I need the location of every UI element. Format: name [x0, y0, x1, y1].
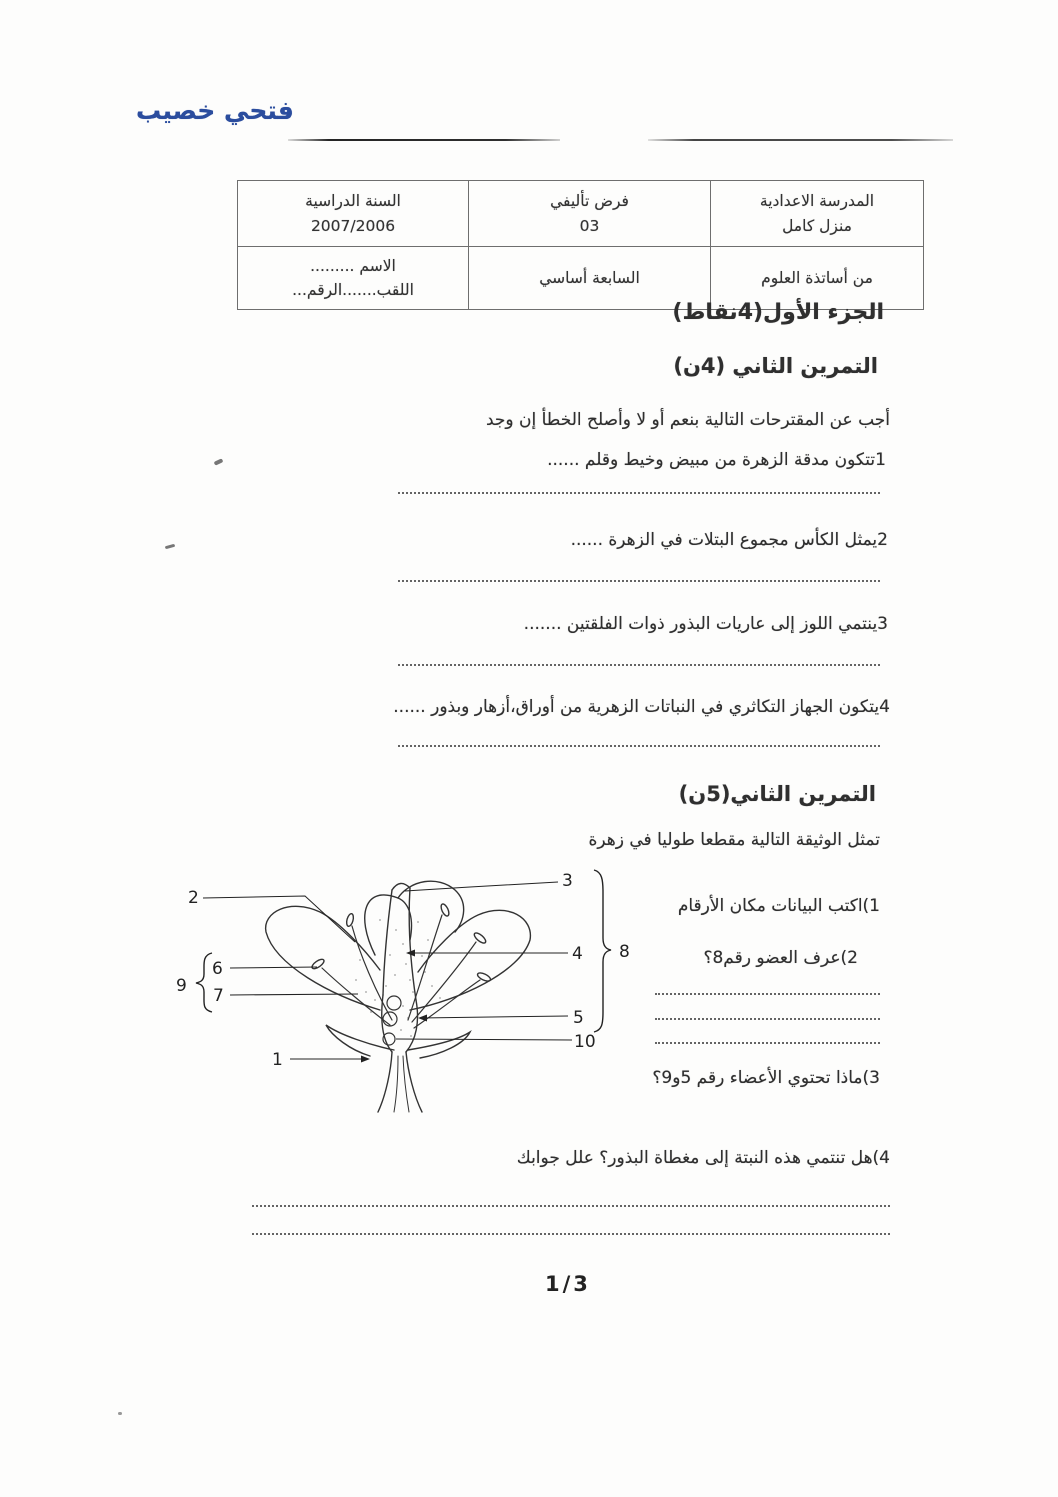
exercise1-item-1: 1تتكون مدقة الزهرة من مبيض وخيط وقلم ......	[547, 450, 886, 470]
answer-line	[655, 993, 880, 995]
brace-group-8	[594, 870, 611, 1032]
cell-school	[711, 181, 924, 247]
flower-longitudinal-section-diagram	[170, 860, 640, 1120]
header-table	[237, 180, 924, 310]
stamen-filament	[414, 980, 480, 1028]
leader-line-3	[405, 882, 558, 891]
exercise2-question-4: 4)هل تنتمي هذه النبتة إلى مغطاة البذور؟ علل جوابك	[516, 1148, 890, 1168]
exercise1-title: التمرين الثاني (4ن)	[673, 354, 878, 378]
class-level-label: السابعة أساسي	[539, 268, 640, 287]
ovule	[387, 996, 401, 1010]
sepal-right-outline	[408, 1032, 470, 1058]
cell-exam-type	[469, 181, 711, 247]
stem-outline	[378, 1052, 392, 1112]
exercise1-item-2: 2يمثل الكأس مجموع البتلات في الزهرة ......	[570, 530, 888, 550]
stem-outline	[406, 1052, 422, 1112]
answer-line	[655, 1018, 880, 1020]
label-4: 4	[572, 944, 583, 964]
exercise1-intro: أجب عن المقترحات التالية بنعم أو لا وأصلح الخطأ إن وجد	[485, 410, 890, 430]
answer-line	[398, 492, 880, 494]
exercise2-title: التمرين الثاني(5ن)	[678, 782, 876, 806]
leader-lines	[203, 882, 572, 1059]
answer-line	[398, 580, 880, 582]
style-outline	[409, 888, 416, 1000]
anther	[345, 913, 354, 927]
student-name-line: الاسم .........	[310, 256, 396, 275]
label-2: 2	[188, 888, 199, 908]
exam-type-line1: فرض تأليفي	[550, 192, 629, 211]
answer-line	[252, 1233, 890, 1235]
school-name-line1: المدرسة الاعدادية	[759, 192, 875, 211]
stamen-filament	[412, 942, 476, 1022]
teachers-label: من أساتذة العلوم	[761, 268, 873, 287]
scan-artifact	[165, 544, 175, 549]
style-outline	[383, 890, 392, 995]
stem-inner-line	[394, 1056, 398, 1112]
school-name-line2: منزل كامل	[782, 216, 852, 235]
table-row	[238, 181, 924, 247]
school-year-line2: 2007/2006	[310, 216, 396, 235]
label-1: 1	[272, 1050, 283, 1070]
scan-artifact	[118, 1412, 122, 1415]
label-3: 3	[562, 871, 573, 891]
exercise2-question-1: 1)اكتب البيانات مكان الأرقام	[677, 896, 880, 916]
exercise1-item-4: 4يتكون الجهاز التكاثري في النباتات الزهرية من أوراق،أزهار وبذور ......	[393, 697, 890, 717]
cell-school-year	[238, 181, 469, 247]
exercise2-intro: تمثل الوثيقة التالية مقطعا طوليا في زهرة	[588, 830, 880, 850]
anther	[440, 903, 451, 917]
student-lastname-line: اللقب.......الرقم...	[292, 281, 414, 299]
label-7: 7	[213, 986, 224, 1006]
answer-line	[252, 1205, 890, 1207]
stamen-filament	[408, 915, 442, 1020]
arrowhead-5	[418, 1015, 427, 1022]
ovule	[383, 1012, 397, 1026]
label-6: 6	[212, 959, 223, 979]
page-number: 1/3	[545, 1272, 591, 1296]
exercise1-item-3: 3ينتمي اللوز إلى عاريات البذور ذوات الفلقتين .......	[523, 614, 888, 634]
school-year-line1: السنة الدراسية	[305, 192, 401, 211]
label-5: 5	[573, 1008, 584, 1028]
leader-line-5	[420, 1016, 568, 1018]
exercise2-question-3: 3)ماذا تحتوي الأعضاء رقم 5و9؟	[652, 1068, 880, 1088]
label-10: 10	[574, 1032, 596, 1052]
scan-rule-left	[288, 139, 560, 141]
scan-artifact	[214, 458, 224, 465]
braces	[196, 870, 611, 1032]
exam-type-line2: 03	[579, 216, 600, 235]
cell-student-name	[238, 247, 469, 310]
leader-line-10	[396, 1039, 572, 1040]
arrowhead-1	[361, 1056, 370, 1063]
label-9: 9	[176, 976, 187, 996]
author-logo: فتحي خصيب	[136, 96, 294, 125]
brace-group-9	[196, 953, 212, 1012]
leader-line-6	[230, 967, 317, 968]
exercise2-question-2: 2)عرف العضو رقم8؟	[703, 948, 858, 968]
answer-line	[398, 664, 880, 666]
label-8: 8	[619, 942, 630, 962]
answer-line	[398, 745, 880, 747]
scan-rule-right	[648, 139, 953, 141]
part-one-title: الجزء الأول(4نقاط)	[672, 300, 884, 325]
answer-line	[655, 1042, 880, 1044]
